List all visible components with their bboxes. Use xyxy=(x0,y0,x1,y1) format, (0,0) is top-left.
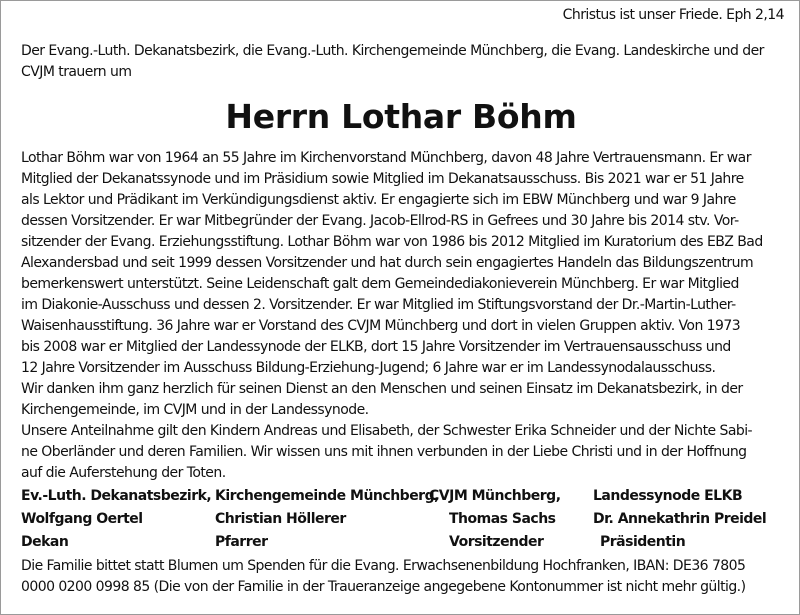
intro-line: Der Evang.-Luth. Dekanatsbezirk, die Evang.-Luth. Kirchengemeinde Münchberg, die Evang. Landeskirche und der xyxy=(21,43,764,59)
body-line: Unsere Anteilnahme gilt den Kindern Andreas und Elisabeth, der Schwester Erika Schneider und der Nichte Sabi- xyxy=(21,423,753,439)
signature-dekanatsbezirk xyxy=(21,485,211,554)
footer-line: Die Familie bittet statt Blumen um Spenden für die Evang. Erwachsenenbildung Hochfranken, IBAN: DE36 7805 xyxy=(21,558,746,574)
body-line: bemerkenswert unterstützt. Seine Leidenschaft galt dem Gemeindediakonieverein Münchberg. Er war Mitglied xyxy=(21,276,739,292)
signature-cvjm xyxy=(429,485,561,554)
deceased-name: Herrn Lothar Böhm xyxy=(225,97,577,136)
signature-kirchengemeinde xyxy=(215,485,439,554)
body-line: dessen Vorsitzender. Er war Mitbegründer der Evang. Jacob-Ellrod-RS in Gefrees und 30 Jahre bis 2014 stv. Vor- xyxy=(21,213,739,229)
body-line: ne Oberländer und deren Familien. Wir wissen uns mit ihnen verbunden in der Liebe Christi und in der Hoffnung xyxy=(21,444,747,460)
intro-text xyxy=(21,41,791,83)
signature-person: Christian Höllerer xyxy=(215,511,346,527)
signature-org: CVJM Münchberg, xyxy=(429,488,561,504)
signature-person: Wolfgang Oertel xyxy=(21,511,143,527)
signature-landessynode xyxy=(593,485,766,554)
body-line: sitzender der Evang. Erziehungsstiftung. Lothar Böhm war von 1986 bis 2012 Mitglied im Kuratorium des EBZ Bad xyxy=(21,234,763,250)
footer-line: 0000 0200 0998 85 (Die von der Familie in der Traueranzeige angegebene Kontonummer ist nicht mehr gültig.) xyxy=(21,579,746,595)
body-line: auf die Auferstehung der Toten. xyxy=(21,465,226,481)
signature-role: Pfarrer xyxy=(215,534,268,550)
signature-person: Dr. Annekathrin Preidel xyxy=(593,511,767,527)
body-line: Mitglied der Dekanatssynode und im Präsidium sowie Mitglied im Dekanatsausschuss. Bis 2021 war er 51 Jahre xyxy=(21,171,744,187)
intro-line: CVJM trauern um xyxy=(21,64,132,80)
signature-person: Thomas Sachs xyxy=(449,511,556,527)
body-line: Waisenhausstiftung. 36 Jahre war er Vorstand des CVJM Münchberg und dort in vielen Gruppen aktiv. Von 1973 xyxy=(21,318,741,334)
body-line: als Lektor und Prädikant im Verkündigungsdienst aktiv. Er engagierte sich im EBW Münchberg und war 9 Jahre xyxy=(21,192,736,208)
body-line: Lothar Böhm war von 1964 an 55 Jahre im Kirchenvorstand Münchberg, davon 48 Jahre Vertrauensmann. Er war xyxy=(21,150,751,166)
signature-org: Ev.-Luth. Dekanatsbezirk, xyxy=(21,488,212,504)
body-line: bis 2008 war er Mitglied der Landessynode der ELKB, dort 15 Jahre Vorsitzender im Vertrauensausschuss und xyxy=(21,339,731,355)
body-line: im Diakonie-Ausschuss und dessen 2. Vorsitzender. Er war Mitglied im Stiftungsvorstand der Dr.-Martin-Luther- xyxy=(21,297,736,313)
signatures xyxy=(21,485,791,557)
body-line: Kirchengemeinde, im CVJM und in der Landessynode. xyxy=(21,402,369,418)
donation-note xyxy=(21,556,791,598)
body-line: 12 Jahre Vorsitzender im Ausschuss Bildung-Erziehung-Jugend; 6 Jahre war er im Landessynodalausschuss. xyxy=(21,360,716,376)
signature-role: Vorsitzender xyxy=(449,534,544,550)
signature-role: Präsidentin xyxy=(600,534,686,550)
signature-org: Landessynode ELKB xyxy=(593,488,743,504)
signature-org: Kirchengemeinde Münchberg, xyxy=(215,488,439,504)
body-line: Wir danken ihm ganz herzlich für seinen Dienst an den Menschen und seinen Einsatz im Dekanatsbezirk, in der xyxy=(21,381,743,397)
body-line: Alexandersbad und seit 1999 dessen Vorsitzender und hat durch sein engagiertes Handeln das Bildungszentrum xyxy=(21,255,754,271)
obituary-body xyxy=(21,148,791,484)
bible-verse: Christus ist unser Friede. Eph 2,14 xyxy=(562,7,784,23)
signature-role: Dekan xyxy=(21,534,69,550)
